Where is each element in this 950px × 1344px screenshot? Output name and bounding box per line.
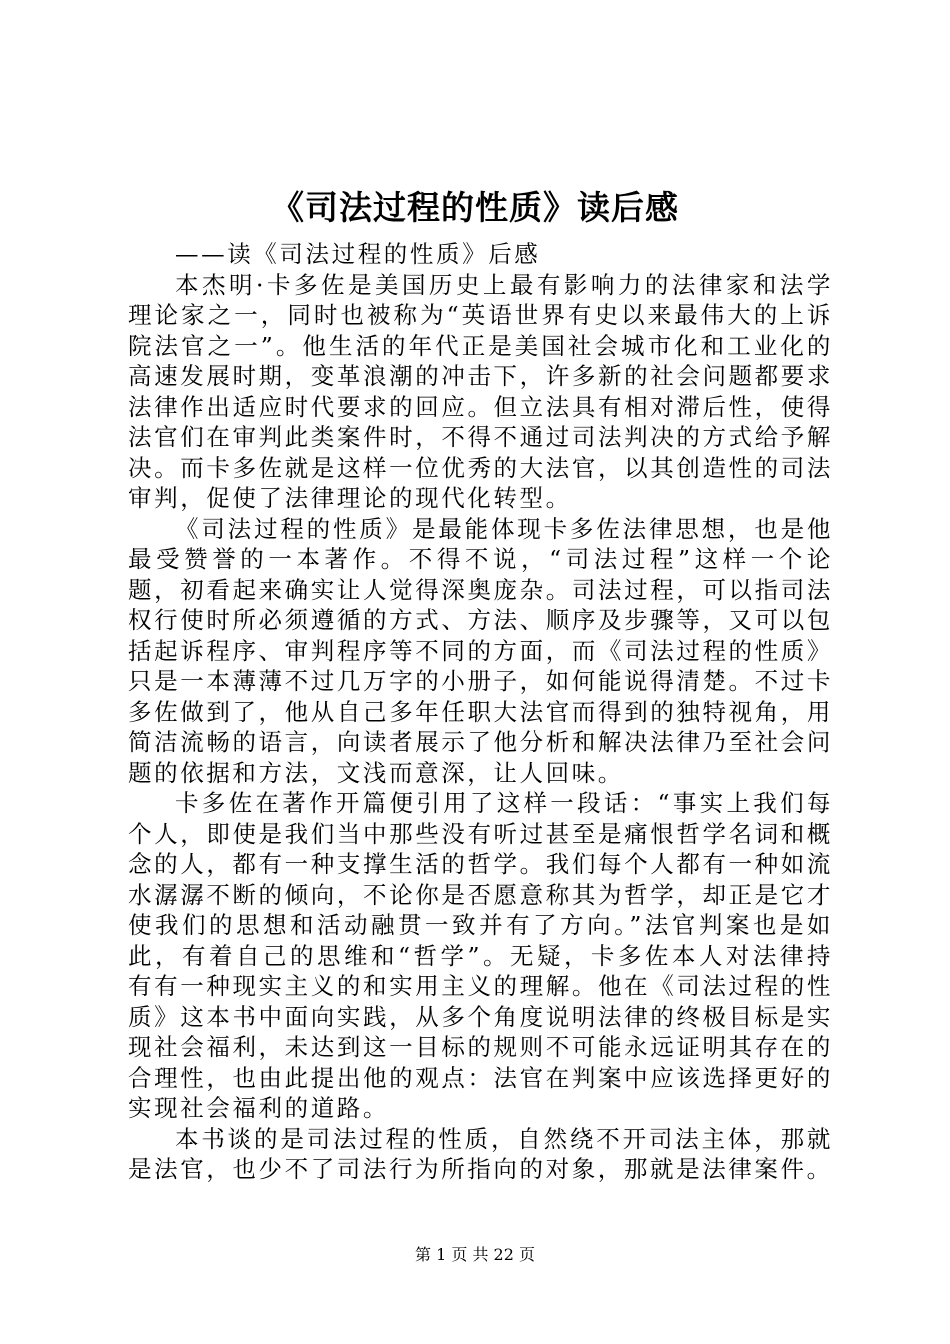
page-number-footer: 第 1 页 共 22 页 — [415, 1245, 535, 1264]
paragraph: 《司法过程的性质》是最能体现卡多佐法律思想，也是他最受赞誉的一本著作。不得不说，“司法过程”这样一个论题，初看起来确实让人觉得深奥庞杂。司法过程，可以指司法权行使时所必须遵循的方式、方法、顺序及步骤等，又可以包括起诉程序、审判程序等不同的方面，而《司法过程的性质》只是一本薄薄不过几万字的小册子，如何能说得清楚。不过卡多佐做到了，他从自己多年任职大法官而得到的独特视角，用简洁流畅的语言，向读者展示了他分析和解决法律乃至社会问题的依据和方法，文浅而意深，让人回味。 — [128, 514, 833, 787]
document-title: 《司法过程的性质》读后感 — [271, 188, 679, 227]
paragraph: 本杰明·卡多佐是美国历史上最有影响力的法律家和法学理论家之一，同时也被称为“英语世界有史以来最伟大的上诉院法官之一”。他生活的年代正是美国社会城市化和工业化的高速发展时期，变革浪潮的冲击下，许多新的社会问题都要求法律作出适应时代要求的回应。但立法具有相对滞后性，使得法官们在审判此类案件时，不得不通过司法判决的方式给予解决。而卡多佐就是这样一位优秀的大法官，以其创造性的司法审判，促使了法律理论的现代化转型。 — [128, 270, 833, 512]
document-body — [128, 239, 833, 1185]
paragraph: 卡多佐在著作开篇便引用了这样一段话：“事实上我们每个人，即使是我们当中那些没有听过甚至是痛恨哲学名词和概念的人，都有一种支撑生活的哲学。我们每个人都有一种如流水潺潺不断的倾向，不论你是否愿意称其为哲学，却正是它才使我们的思想和活动融贯一致并有了方向。”法官判案也是如此，有着自己的思维和“哲学”。无疑，卡多佐本人对法律持有有一种现实主义的和实用主义的理解。他在《司法过程的性质》这本书中面向实践，从多个角度说明法律的终极目标是实现社会福利，未达到这一目标的规则不可能永远证明其存在的合理性，也由此提出他的观点：法官在判案中应该选择更好的实现社会福利的道路。 — [128, 789, 833, 1122]
document-subtitle: ——读《司法过程的性质》后感 — [175, 240, 541, 268]
paragraph: 本书谈的是司法过程的性质，自然绕不开司法主体，那就是法官，也少不了司法行为所指向的对象，那就是法律案件。 — [128, 1124, 833, 1183]
